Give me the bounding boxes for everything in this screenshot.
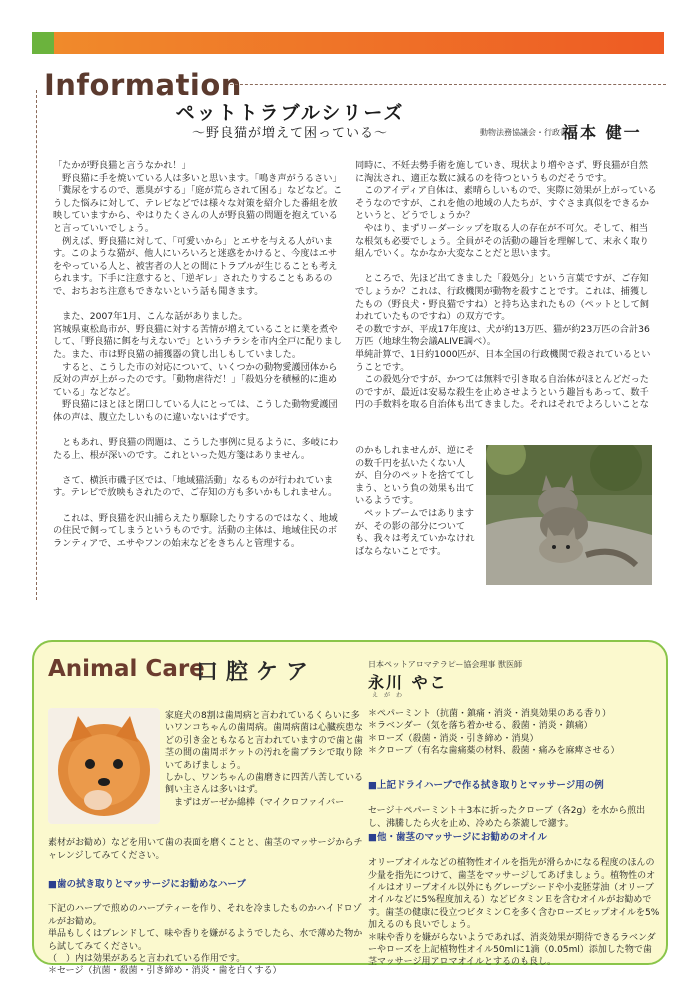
section-title: Information (44, 68, 242, 102)
cat-photo (486, 445, 652, 585)
series-subtitle: ～野良猫が増えて困っている～ (191, 126, 388, 141)
author-name: 福本 健一 (562, 123, 642, 142)
header-green-block (32, 32, 54, 54)
care-title: Animal Care (48, 656, 205, 682)
care-author-ruby: えがわ (372, 692, 409, 699)
care-recipe-text: セージ＋ペパーミント＋3本に折ったクローブ（各2g）を水から煎出し、沸騰したら火を止め、冷めたら茶漉しで濾す。 (368, 806, 646, 829)
care-oil-block (368, 820, 660, 981)
dashed-frame-top (230, 84, 666, 85)
care-author-role: 日本ペットアロマテラピー協会理事 獣医師 (368, 660, 522, 669)
care-heading-herbs: ■歯の拭き取りとマッサージにお勧めなハーブ (48, 878, 246, 890)
dashed-frame-left (36, 90, 37, 600)
series-title: ペットトラブルシリーズ (175, 102, 405, 124)
care-author-name: 永川 やこ (368, 673, 448, 692)
article-left-column: 「たかが野良猫と言うなかれ！」 野良猫に手を焼いている人は多いと思います。「鳴き声がうるさい」「糞尿をするので、悪臭がする」「庭が荒らされて困る」などなど。こうした悩みに対して、テレビなどでは様々な対策を紹介した番組を放映していますから、やはりたくさんの人が野良猫の問題を抱えていると言っていいでしょう。 例えば、野良猫に対して、「可愛いから」とエサを与える人がいます。このような猫が、他人にいろいろと迷惑をかけると、今度はエサをやっている人と、被害者の人との間にトラブルが生じることも考えられます。下手に注意すると、「逆ギレ」されたりすることもあるので、おちおち注意もできないという話も聞きます。 また、2007年1月、こんな話がありました。 宮城県東松島市が、野良猫に対する苦情が増えていることに業を煮やして、「野良猫に餌を与えないで」というチラシを市内全戸に配りました。また、市は野良猫の捕獲器の貸し出しもしていました。 すると、こうした市の対応について、いくつかの動物愛護団体から反対の声が上がったのです。「動物虐待だ！」「殺処分を積極的に進めている」などなど。 野良猫にほとほと閉口している人にとっては、こうした動物愛護団体の声は、腹立たしいものに違いないはずです。 ともあれ、野良猫の問題は、こうした事例に見るように、多岐にわたる上、根が深いのです。これといった処方箋はありません。 さて、横浜市磯子区では、「地域猫活動」なるものが行われています。テレビで放映もされたので、ご存知の方も多いかもしれません。 これは、野良猫を沢山捕らえたり駆除したりするのではなく、地域の住民で飼ってしまうというものです。活動の主体は、地域住民のボランティアで、エサやフンの始末などをきちんと管理する。 (53, 160, 343, 549)
care-intro: 家庭犬の8割は歯周病と言われているくらいに多いワンコちゃんの歯周病。歯周病菌は心臓疾患などの引き金ともなると言われていますので歯と歯茎の間の歯周ポケットの汚れを歯ブラシで取り除いてあげましょう。 しかし、ワンちゃんの歯磨きに四苦八苦している飼い主さんは多いはず。 まずはガーゼか綿棒（マイクロファイバー (165, 711, 364, 808)
care-herb-list: ＊ペパーミント（抗菌・鎮痛・消炎・消臭効果のある香り） ＊ラベンダー（気を落ち着かせる、殺菌・消炎・鎮痛） ＊ローズ（殺菌・消炎・引き締め・消臭） ＊クローブ（有名な歯痛薬の材料、殺菌・痛みを麻痺させる） (368, 709, 620, 757)
author-role: 動物法務協議会・行政書士 (480, 128, 576, 137)
care-intro-wide-text: 素材がお勧め）などを用いて歯の表面を磨くことと、歯茎のマッサージからチャレンジしてみてください。 (48, 838, 363, 861)
article-right-column: 同時に、不妊去勢手術を施していき、現状より増やさず、野良猫が自然に淘汰され、適正な数に減るのを待つというものだそうです。 このアイディア自体は、素晴らしいもので、実際に効果が上がっているそうなのですが、これを他の地域の人たちが、すぐさま真似をできるかというと、どうでしょうか？ やはり、まずリーダーシップを取る人の存在が不可欠。そして、相当な根気も必要でしょう。全員がその活動の趣旨を理解して、末永く取り組んでいく。なかなか大変なことだと思います。 ところで、先ほど出てきました「殺処分」という言葉ですが、ご存知でしょうか？これは、行政機関が動物を殺すことです。これは、捕獲したもの（野良犬・野良猫ですね）と持ち込まれたもの（ペットとして飼われていたものですね）の双方です。 その数ですが、平成17年度は、犬が約13万匹、猫が約23万匹の合計36万匹（地球生物会議ALIVE調べ）。 単純計算で、1日約1000匹が、日本全国の行政機関で殺されているということです。 この殺処分ですが、かつては無料で引き取る自治体がほとんどだったのですが、最近は安易な殺生を止めさせようという趣旨もあって、数千円の手数料を取る自治体も出てきました。それはそれでよろしいことな (355, 160, 657, 411)
care-title-jp: 口腔ケア (196, 659, 317, 685)
header-orange-bar (54, 32, 664, 54)
article-right-column-wrap: のかもしれませんが、逆にその数千円を払いたくない人が、自分のペットを捨ててしまう、という負の効果も出ているようです。 ペットブームではありますが、その影の部分についても、我々は考えていかなければならないことです。 (355, 445, 475, 557)
care-intro-wide (48, 825, 366, 990)
care-heading-recipe: ■上記ドライハーブで作る拭き取りとマッサージ用の例 (368, 780, 604, 792)
care-oil-text: オリーブオイルなどの植物性オイルを指先が滑らかになる程度のほんの少量を指先につけて、歯茎をマッサージしてあげましょう。植物性のオイルはオリーブオイル以外にもグレープシードや小麦胚芽油（オリーブオイルなどに5%程度加える）などビタミンＥを含むオイルがお勧めです。歯茎の健康に役立つビタミンＣを多く含むローズヒップオイルを5%加えるのも良いでしょう。 ＊味や香りを嫌がらないようであれば、消炎効果が期待できるラベンダーやローズを上記植物性オイル50mlに1滴（0.05ml）添加した物で歯茎マッサージ用アロマオイルとするのも良し。 (368, 858, 660, 968)
care-heading-oil: ■他・歯茎のマッサージにお勧めのオイル (368, 832, 547, 844)
dog-photo (48, 708, 160, 824)
care-herb-section: 下記のハーブで煎めのハーブティーを作り、それを冷ましたものかハイドロゾルがお勧め。 単品もしくはブレンドして、味や香りを嫌がるようでしたら、水で薄めた物から試してみてください。 （ ）内は効果があると言われている作用です。 ＊セージ（抗菌・殺菌・引き締め・消炎・歯を白くする） (48, 904, 363, 977)
